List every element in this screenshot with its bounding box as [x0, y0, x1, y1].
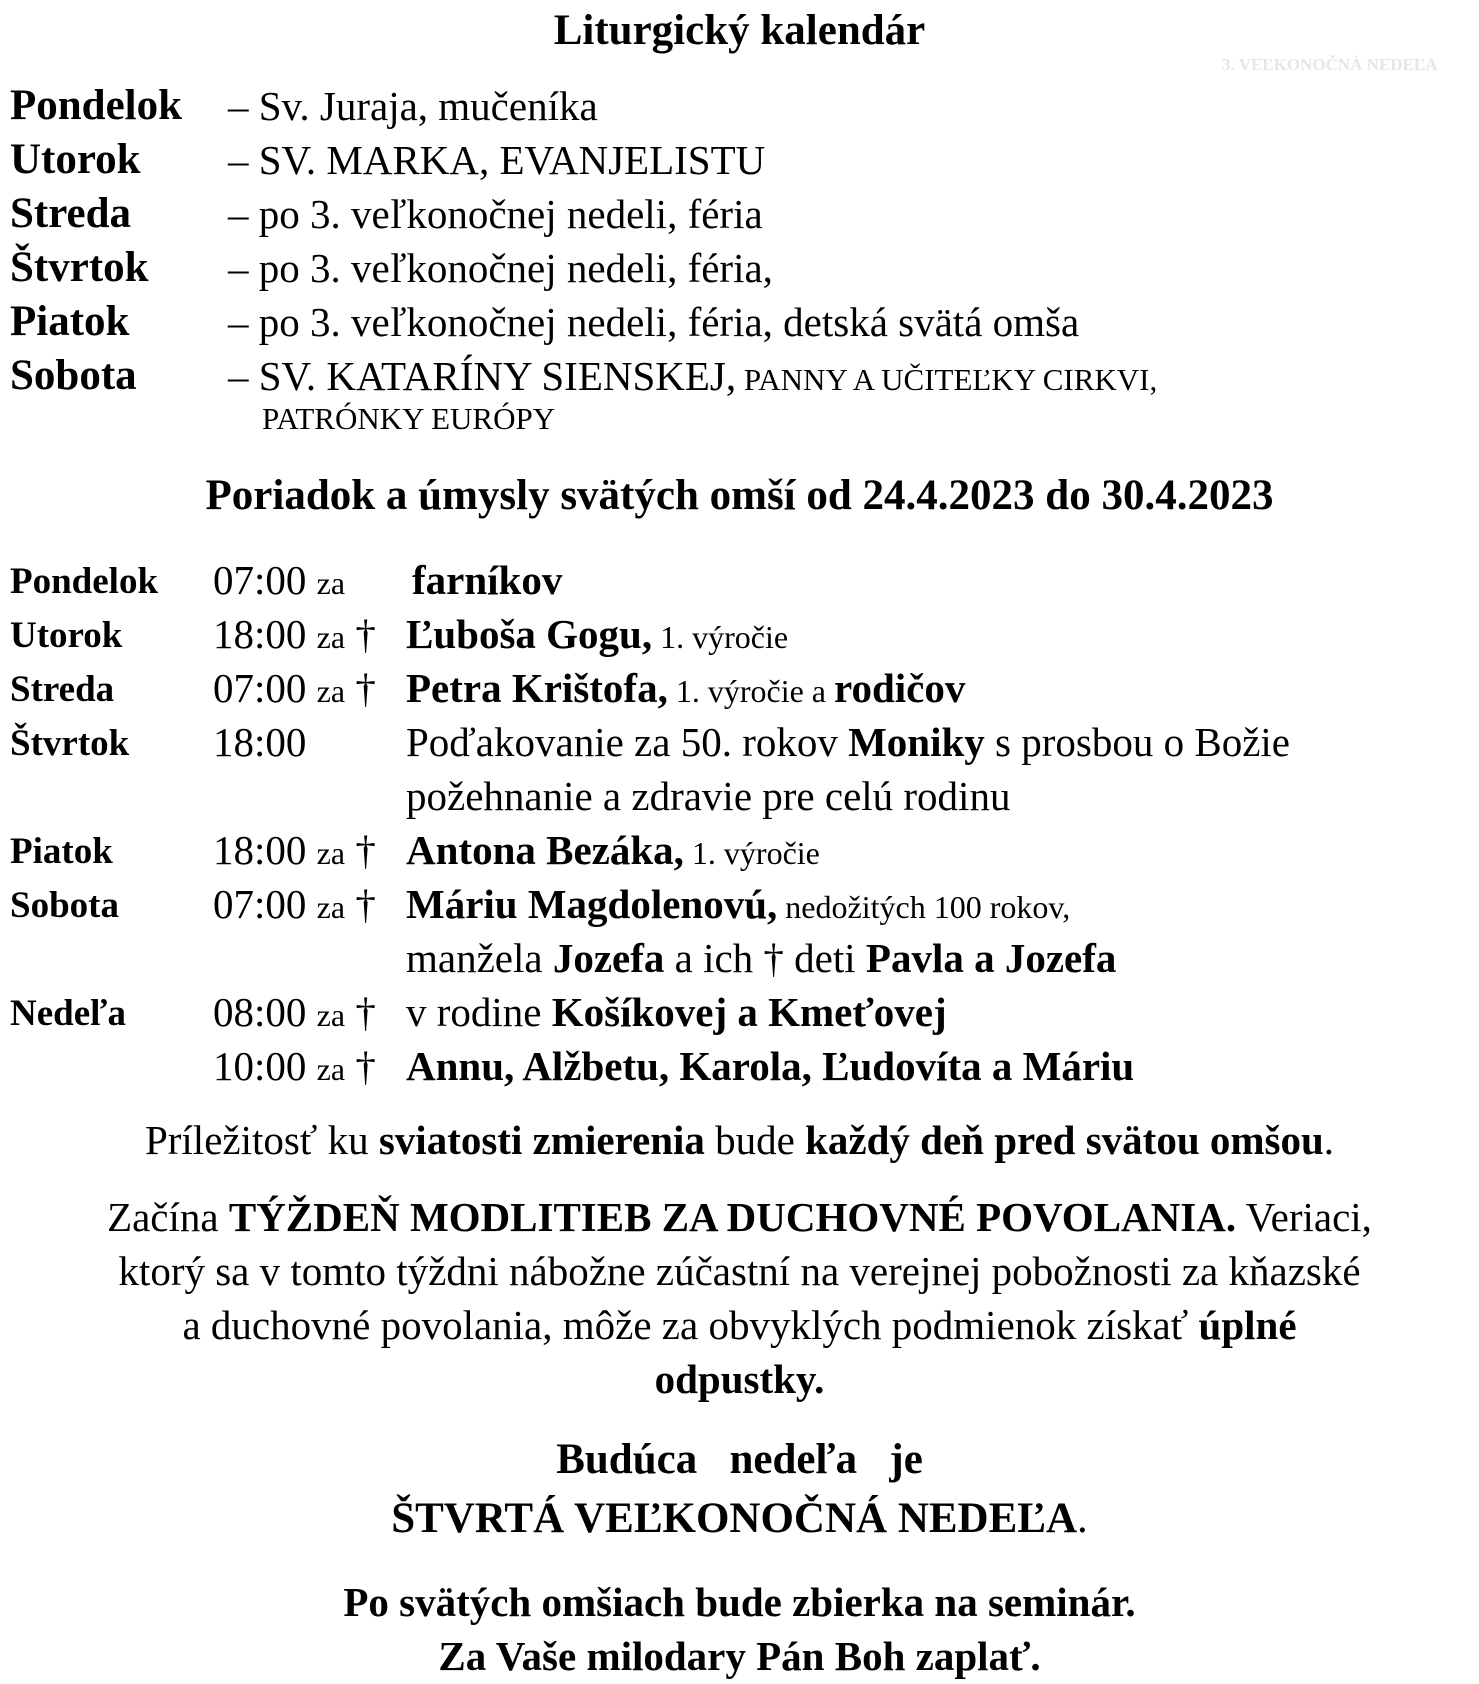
- za-label: za: [316, 889, 346, 925]
- intention-name: Máriu Magdolenovú,: [406, 881, 778, 927]
- cross-symbol: †: [355, 989, 376, 1035]
- intention-text: Poďakovanie za 50. rokov: [406, 719, 849, 765]
- text-bold: sviatosti zmierenia: [378, 1117, 705, 1163]
- mass-intention: [406, 988, 947, 1036]
- mass-time: 18:00: [213, 611, 307, 657]
- za-label: za: [316, 565, 346, 601]
- text-bold: úplné: [1198, 1302, 1297, 1348]
- intention-text: v rodine: [406, 989, 552, 1035]
- mass-intention: [406, 664, 965, 712]
- intention-note: 1. výročie a: [667, 673, 834, 709]
- intention-name: Jozefa: [552, 935, 665, 981]
- text-bold: TÝŽDEŇ MODLITIEB ZA DUCHOVNÉ POVOLANIA.: [228, 1194, 1237, 1240]
- vocations-line-2: ktorý sa v tomto týždni nábožne zúčastní na verejnej pobožnosti za kňazské: [118, 1248, 1361, 1294]
- calendar-entry: – po 3. veľkonočnej nedeli, féria,: [228, 245, 773, 291]
- mass-time: 07:00: [213, 557, 307, 603]
- za-label: za: [316, 997, 346, 1033]
- intention-note: 1. výročie: [683, 835, 820, 871]
- cross-symbol: †: [355, 881, 376, 927]
- calendar-day: Sobota: [10, 352, 137, 399]
- za-label: za: [316, 619, 346, 655]
- schedule-time: [213, 880, 376, 928]
- calendar-day: Piatok: [10, 298, 130, 345]
- intention-text-2: a ich † deti: [664, 935, 866, 981]
- text: Začína: [107, 1194, 229, 1240]
- calendar-day: Utorok: [10, 136, 141, 183]
- intention-note: 1. výročie: [652, 619, 789, 655]
- calendar-entry-main: – SV. KATARÍNY SIENSKEJ,: [228, 353, 737, 399]
- vocations-line-4: odpustky.: [654, 1356, 825, 1402]
- schedule-day: Streda: [10, 669, 115, 710]
- collection-line-2: Za Vaše milodary Pán Boh zaplať.: [438, 1633, 1041, 1679]
- header-watermark: 3. VEĽKONOČNÁ NEDEĽA: [1222, 55, 1438, 74]
- calendar-day: Streda: [10, 190, 132, 237]
- cross-symbol: †: [355, 1043, 376, 1089]
- schedule-day: Štvrtok: [10, 723, 130, 764]
- mass-time: 07:00: [213, 881, 307, 927]
- mass-time: 08:00: [213, 989, 307, 1035]
- text: Príležitosť ku: [144, 1117, 379, 1163]
- calendar-entry: – po 3. veľkonočnej nedeli, féria: [228, 191, 763, 237]
- mass-time: 10:00: [213, 1043, 307, 1089]
- text: bude: [704, 1117, 806, 1163]
- cross-symbol: †: [355, 665, 376, 711]
- mass-time: 07:00: [213, 665, 307, 711]
- text-bold: každý deň pred svätou omšou: [805, 1117, 1324, 1163]
- mass-time: 18:00: [213, 827, 307, 873]
- text: .: [1077, 1495, 1088, 1542]
- intention-note: nedožitých 100 rokov,: [777, 889, 1071, 925]
- calendar-day: Pondelok: [10, 82, 183, 129]
- intention-text: manžela: [406, 935, 553, 981]
- schedule-time: [213, 988, 376, 1036]
- za-label: za: [316, 673, 346, 709]
- za-label: za: [316, 1051, 346, 1087]
- calendar-entry: – po 3. veľkonočnej nedeli, féria, detská svätá omša: [228, 299, 1080, 345]
- cross-symbol: †: [355, 827, 376, 873]
- mass-intention: Annu, Alžbetu, Karola, Ľudovíta a Máriu: [406, 1043, 1135, 1089]
- vocations-line-3: [0, 1301, 1479, 1349]
- schedule-day: Nedeľa: [10, 993, 126, 1034]
- calendar-entry: [228, 352, 1157, 400]
- collection-line-1: Po svätých omšiach bude zbierka na seminár.: [343, 1579, 1136, 1625]
- schedule-title: Poriadok a úmysly svätých omší od 24.4.2023 do 30.4.2023: [205, 472, 1274, 519]
- text-bold: ŠTVRTÁ VEĽKONOČNÁ NEDEĽA: [391, 1495, 1078, 1542]
- schedule-day: Piatok: [10, 831, 113, 872]
- schedule-time: [213, 664, 376, 712]
- mass-intention: [406, 610, 788, 658]
- mass-intention-continued: [406, 934, 1116, 982]
- calendar-entry: – Sv. Juraja, mučeníka: [228, 83, 598, 129]
- intention-name: Antona Bezáka,: [406, 827, 684, 873]
- text: Veriaci,: [1236, 1194, 1372, 1240]
- next-sunday-line-2: [0, 1494, 1479, 1543]
- intention-name: Košíkovej a Kmeťovej: [551, 989, 947, 1035]
- schedule-day: Sobota: [10, 885, 119, 926]
- mass-intention: farníkov: [412, 557, 563, 603]
- mass-intention: [406, 718, 1290, 766]
- schedule-time: [213, 826, 376, 874]
- calendar-entry-continued: PATRÓNKY EURÓPY: [262, 401, 556, 436]
- calendar-day: Štvrtok: [10, 244, 149, 291]
- intention-name-2: rodičov: [834, 665, 966, 711]
- intention-name-2: Pavla a Jozefa: [865, 935, 1117, 981]
- calendar-title: Liturgický kalendár: [553, 7, 926, 54]
- intention-name: Ľuboša Gogu,: [406, 611, 653, 657]
- intention-text-2: s prosbou o Božie: [984, 719, 1290, 765]
- schedule-day: Pondelok: [10, 561, 159, 602]
- next-sunday-line-1: Budúca nedeľa je: [556, 1436, 923, 1483]
- text: .: [1323, 1117, 1335, 1163]
- confession-notice: [0, 1116, 1479, 1164]
- vocations-line-1: [0, 1193, 1479, 1241]
- schedule-time: 18:00: [213, 719, 307, 765]
- schedule-time: [213, 610, 376, 658]
- za-label: za: [316, 835, 346, 871]
- text: a duchovné povolania, môže za obvyklých podmienok získať: [182, 1302, 1199, 1348]
- schedule-day: Utorok: [10, 615, 123, 656]
- schedule-time: [213, 1042, 376, 1090]
- mass-intention: [406, 880, 1070, 928]
- intention-name: Petra Krištofa,: [406, 665, 668, 711]
- calendar-entry-sub: PANNY A UČITEĽKY CIRKVI,: [736, 362, 1158, 397]
- mass-intention-continued: požehnanie a zdravie pre celú rodinu: [406, 773, 1011, 819]
- schedule-time: [213, 556, 345, 604]
- cross-symbol: †: [355, 611, 376, 657]
- mass-intention: [406, 826, 820, 874]
- intention-name: Moniky: [848, 719, 985, 765]
- calendar-entry: – SV. MARKA, EVANJELISTU: [228, 137, 766, 183]
